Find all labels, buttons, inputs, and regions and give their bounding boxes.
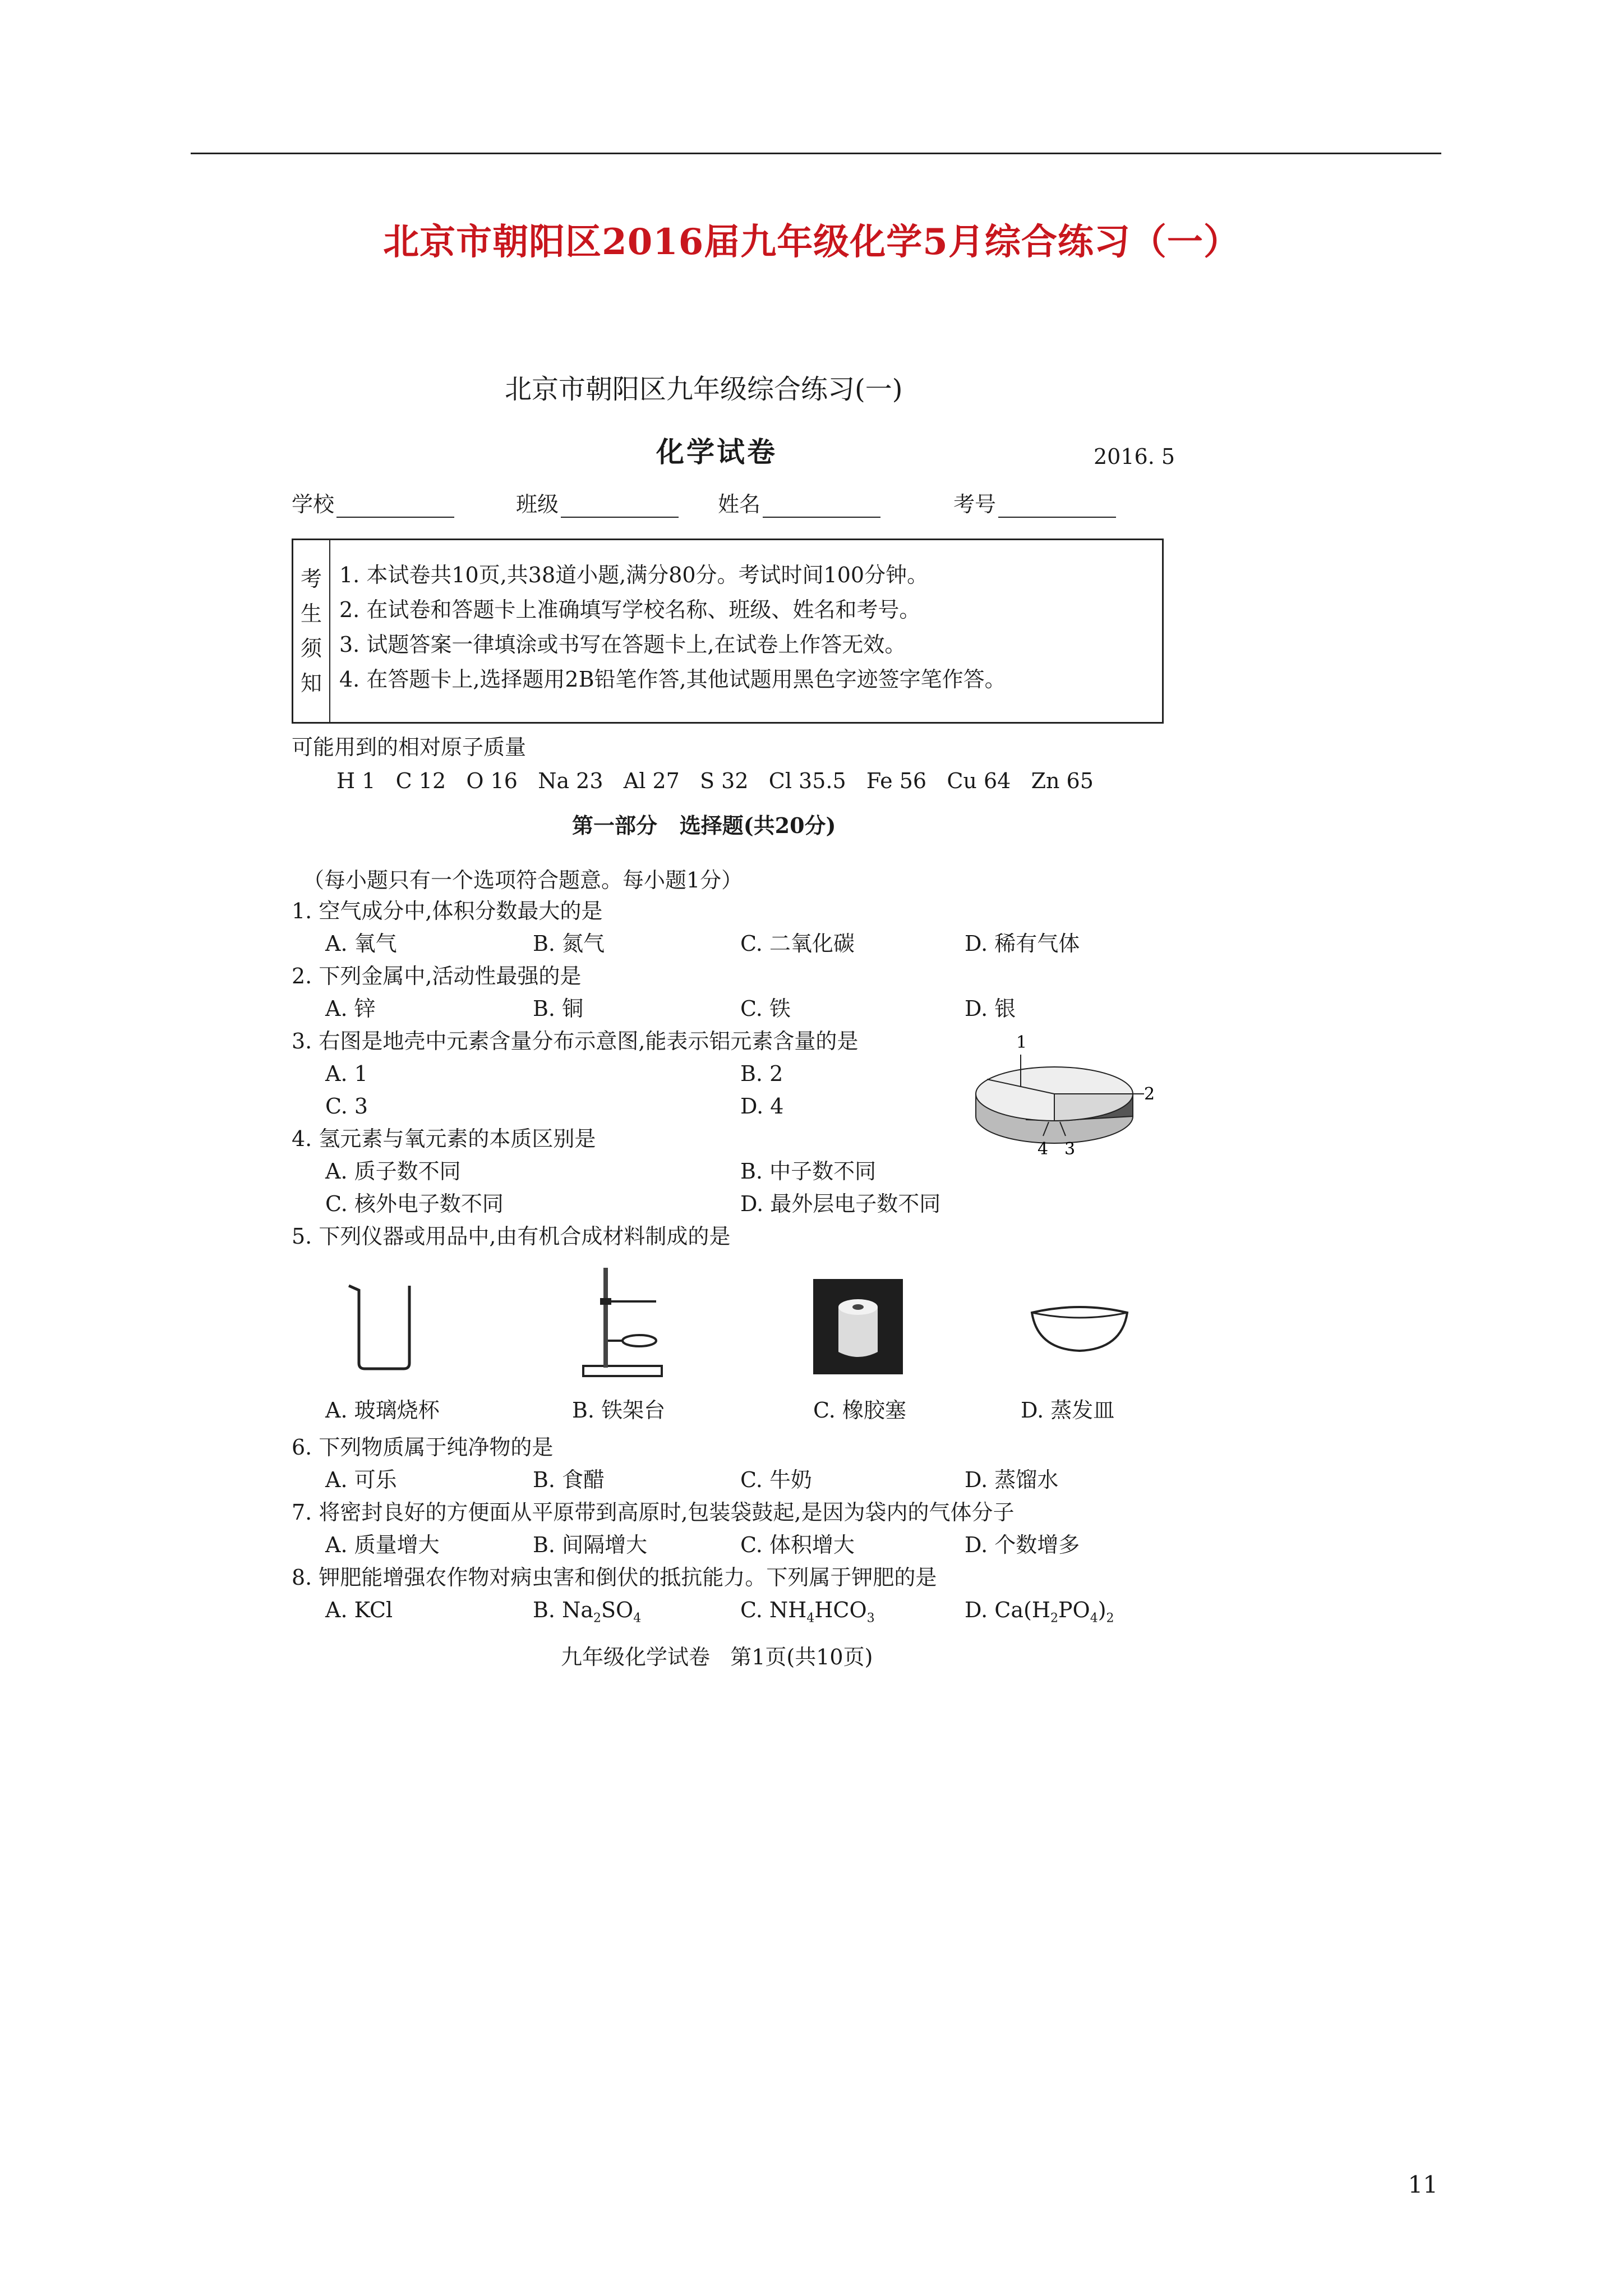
option: B. 食醋 [533, 1467, 605, 1492]
option: C. 铁 [740, 996, 791, 1021]
option: C. 3 [325, 1094, 368, 1119]
notice-label-column [293, 540, 330, 722]
option: B. 铜 [533, 996, 584, 1021]
option: C. 二氧化碳 [740, 931, 855, 956]
option: C. 核外电子数不同 [325, 1191, 504, 1216]
option: A. 质量增大 [325, 1533, 440, 1557]
scanned-exam-page [292, 359, 1175, 1694]
candidate-notice-box [292, 539, 1164, 724]
option: A. 氧气 [325, 931, 397, 956]
field-name: 姓名 [718, 491, 880, 518]
notice-label-char: 知 [300, 671, 322, 696]
exam-header: 北京市朝阳区九年级综合练习(一) [505, 374, 903, 405]
question-stem: 1. 空气成分中,体积分数最大的是 [292, 899, 603, 923]
question-stem: 7. 将密封良好的方便面从平原带到高原时,包装袋鼓起,是因为袋内的气体分子 [292, 1500, 1015, 1525]
option: D. 蒸馏水 [965, 1467, 1059, 1492]
top-rule [191, 153, 1441, 154]
option: B. 2 [740, 1061, 783, 1086]
notice-item: 2. 在试卷和答题卡上准确填写学校名称、班级、姓名和考号。 [339, 597, 921, 622]
notice-item: 3. 试题答案一律填涂或书写在答题卡上,在试卷上作答无效。 [339, 632, 906, 657]
notice-item: 4. 在答题卡上,选择题用2B铅笔作答,其他试题用黑色字迹签字笔作答。 [339, 667, 1006, 692]
option: D. 个数增多 [965, 1533, 1080, 1557]
rubber-stopper-icon [813, 1279, 903, 1374]
option: A. 锌 [325, 996, 376, 1021]
option: A. KCl [325, 1598, 393, 1622]
pie-label-4: 4 [1038, 1139, 1049, 1159]
page-number: 11 [1408, 2171, 1438, 2198]
exam-date: 2016. 5 [1094, 444, 1175, 469]
option: D. 4 [740, 1094, 784, 1119]
question-stem: 8. 钾肥能增强农作物对病虫害和倒伏的抵抗能力。下列属于钾肥的是 [292, 1565, 937, 1590]
notice-label-char: 须 [300, 636, 322, 661]
field-class: 班级 [516, 491, 679, 518]
question-stem: 5. 下列仪器或用品中,由有机合成材料制成的是 [292, 1224, 731, 1249]
exam-page-footer: 九年级化学试卷 第1页(共10页) [561, 1645, 873, 1669]
option: D. 银 [965, 996, 1016, 1021]
notice-item: 1. 本试卷共10页,共38道小题,满分80分。考试时间100分钟。 [339, 563, 929, 587]
field-school: 学校 [292, 491, 454, 518]
iron-stand-icon [578, 1257, 667, 1380]
exam-title: 化学试卷 [656, 435, 777, 468]
option-na2so4: B. $Na_2SO_4$ [533, 1598, 642, 1626]
option: D. 蒸发皿 [1021, 1398, 1115, 1423]
option: A. 玻璃烧杯 [325, 1398, 440, 1423]
notice-label-char: 生 [300, 601, 322, 626]
question-stem: 6. 下列物质属于纯净物的是 [292, 1435, 554, 1460]
question-stem: 2. 下列金属中,活动性最强的是 [292, 964, 582, 988]
pie-label-1: 1 [1016, 1033, 1027, 1052]
section-instruction: （每小题只有一个选项符合题意。每小题1分） [303, 868, 743, 892]
option-nh4hco3: C. $NH_4HCO_3$ [740, 1598, 875, 1626]
question-stem: 3. 右图是地壳中元素含量分布示意图,能表示铝元素含量的是 [292, 1029, 859, 1053]
notice-label-char: 考 [300, 567, 322, 591]
option: A. 可乐 [325, 1467, 397, 1492]
option-cah2po4-2: D. $Ca(H_2PO_4)_2$ [965, 1598, 1114, 1626]
option: C. 体积增大 [740, 1533, 855, 1557]
option: C. 牛奶 [740, 1467, 812, 1492]
section-title: 第一部分 选择题(共20分) [572, 813, 836, 838]
option: B. 中子数不同 [740, 1159, 877, 1184]
option: D. 最外层电子数不同 [740, 1191, 941, 1216]
evaporating-dish-icon [1026, 1296, 1133, 1358]
option: B. 间隔增大 [533, 1533, 648, 1557]
option: D. 稀有气体 [965, 931, 1080, 956]
crust-element-pie-diagram [965, 1032, 1155, 1172]
question-stem: 4. 氢元素与氧元素的本质区别是 [292, 1126, 596, 1151]
option: A. 1 [325, 1061, 368, 1086]
document-title: 北京市朝阳区2016届九年级化学5月综合练习（一） [383, 221, 1240, 263]
pie-label-3: 3 [1064, 1139, 1076, 1159]
option: A. 质子数不同 [325, 1159, 461, 1184]
atomic-mass-title: 可能用到的相对原子质量 [292, 735, 527, 760]
pie-label-2: 2 [1144, 1084, 1155, 1104]
option: B. 氮气 [533, 931, 605, 956]
field-exam-number: 考号 [953, 491, 1116, 518]
option: B. 铁架台 [572, 1398, 666, 1423]
glass-beaker-icon [342, 1279, 426, 1374]
atomic-mass-values: H 1 C 12 O 16 Na 23 Al 27 S 32 Cl 35.5 Fe 56 Cu 64 Zn 65 [336, 769, 1094, 793]
option: C. 橡胶塞 [813, 1398, 906, 1423]
